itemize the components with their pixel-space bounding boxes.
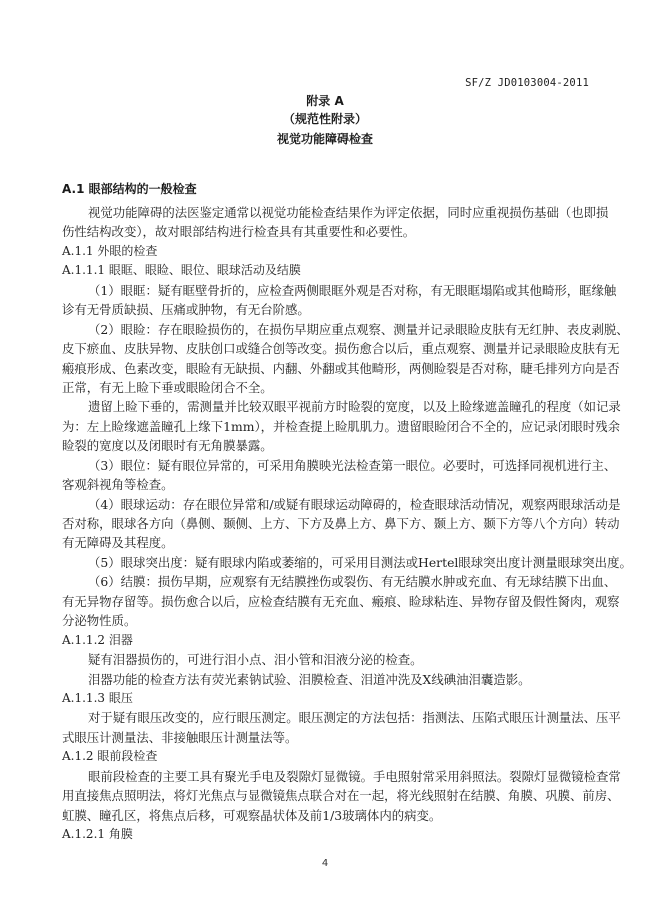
- text-line: 虹膜、瞳孔区，将焦点后移，可观察晶状体及前1/3玻璃体内的病变。: [62, 807, 442, 823]
- text-line: 瘢痕形成、色素改变，眼睑有无缺损、内翻、外翻或其他畸形，两侧睑裂是否对称，睫毛排列方向是否: [62, 360, 620, 376]
- text-line: 分泌物性质。: [62, 613, 137, 629]
- standard-code: SF/Z JD0103004-2011: [465, 77, 589, 89]
- text-line: 皮下瘀血、皮肤异物、皮肤创口或缝合创等改变。损伤愈合以后，重点观察、测量并记录眼睑皮肤有无: [62, 341, 620, 357]
- subsection-heading: A.1.2 眼前段检查: [62, 749, 158, 764]
- text-line: 诊有无骨质缺损、压痛或肿物，有无台阶感。: [62, 302, 310, 318]
- page-number: 4: [321, 858, 329, 869]
- text-line: 泪器功能的检查方法有荧光素钠试验、泪膜检查、泪道冲洗及X线碘油泪囊造影。: [88, 671, 531, 687]
- text-line: 睑裂的宽度以及闭眼时有无角膜暴露。: [62, 438, 273, 454]
- text-line: 用直接焦点照明法，将灯光焦点与显微镜焦点联合对在一起，将光线照射在结膜、角膜、巩膜、前房、: [62, 788, 620, 804]
- text-line: 伤性结构改变），故对眼部结构进行检查具有其重要性和必要性。: [62, 224, 416, 240]
- subsection-heading: A.1.1 外眼的检查: [62, 243, 158, 258]
- appendix-type: （规范性附录）: [282, 112, 367, 126]
- appendix-title: 视觉功能障碍检查: [276, 132, 373, 146]
- text-line: 有无障碍及其程度。: [62, 535, 174, 551]
- section-body: [62, 203, 632, 844]
- text-line: 否对称，眼球各方向（鼻侧、颞侧、上方、下方及鼻上方、鼻下方、颞上方、颞下方等八个方向）转动: [62, 516, 620, 531]
- section-heading: A.1 眼部结构的一般检查: [62, 182, 197, 196]
- text-line: （1）眼眶：疑有眶壁骨折的，应检查两侧眼眶外观是否对称，有无眼眶塌陷或其他畸形，眶缘触: [88, 282, 617, 298]
- subsection-heading: A.1.1.3 眼压: [62, 690, 133, 705]
- text-line: 正常，有无上睑下垂或眼睑闭合不全。: [62, 379, 273, 395]
- text-line: 有无异物存留等。损伤愈合以后，应检查结膜有无充血、瘢痕、睑球粘连、异物存留及假性胬肉，观察: [62, 593, 620, 609]
- text-line: 眼前段检查的主要工具有聚光手电及裂隙灯显微镜。手电照射常采用斜照法。裂隙灯显微镜检查常: [88, 768, 621, 784]
- appendix-label: 附录 A: [306, 94, 344, 108]
- text-line: 对于疑有眼压改变的，应行眼压测定。眼压测定的方法包括：指测法、压陷式眼压计测量法、压平: [88, 710, 621, 726]
- text-line: （3）眼位：疑有眼位异常的，可采用角膜映光法检查第一眼位。必要时，可选择同视机进行主、: [88, 457, 617, 473]
- text-line: （6）结膜：损伤早期，应观察有无结膜挫伤或裂伤、有无结膜水肿或充血、有无球结膜下出血、: [88, 574, 617, 590]
- subsection-heading: A.1.1.1 眼眶、眼睑、眼位、眼球活动及结膜: [62, 263, 301, 278]
- text-line: 遗留上睑下垂的，需测量并比较双眼平视前方时睑裂的宽度，以及上睑缘遮盖瞳孔的程度（如记录: [88, 399, 621, 415]
- text-line: 式眼压计测量法、非接触眼压计测量法等。: [62, 729, 298, 745]
- text-line: 视觉功能障碍的法医鉴定通常以视觉功能检查结果作为评定依据，同时应重视损伤基础（也即损: [88, 205, 609, 220]
- text-line: （2）眼睑：存在眼睑损伤的，在损伤早期应重点观察、测量并记录眼睑皮肤有无红肿、表皮剥脱、: [88, 321, 629, 337]
- text-line: （5）眼球突出度：疑有眼球内陷或萎缩的，可采用目测法或Hertel眼球突出度计测量眼球突出度。: [88, 554, 632, 570]
- subsection-heading: A.1.2.1 角膜: [62, 827, 133, 841]
- text-line: 为：左上睑缘遮盖瞳孔上缘下1mm），并检查提上睑肌肌力。遗留眼睑闭合不全的，应记录闭眼时残余: [62, 418, 620, 434]
- text-line: （4）眼球运动：存在眼位异常和/或疑有眼球运动障碍的，检查眼球活动情况，观察两眼球活动是: [88, 496, 621, 512]
- text-line: 疑有泪器损伤的，可进行泪小点、泪小管和泪液分泌的检查。: [88, 652, 423, 668]
- text-line: 客观斜视角等检查。: [62, 477, 174, 493]
- subsection-heading: A.1.1.2 泪器: [62, 632, 133, 647]
